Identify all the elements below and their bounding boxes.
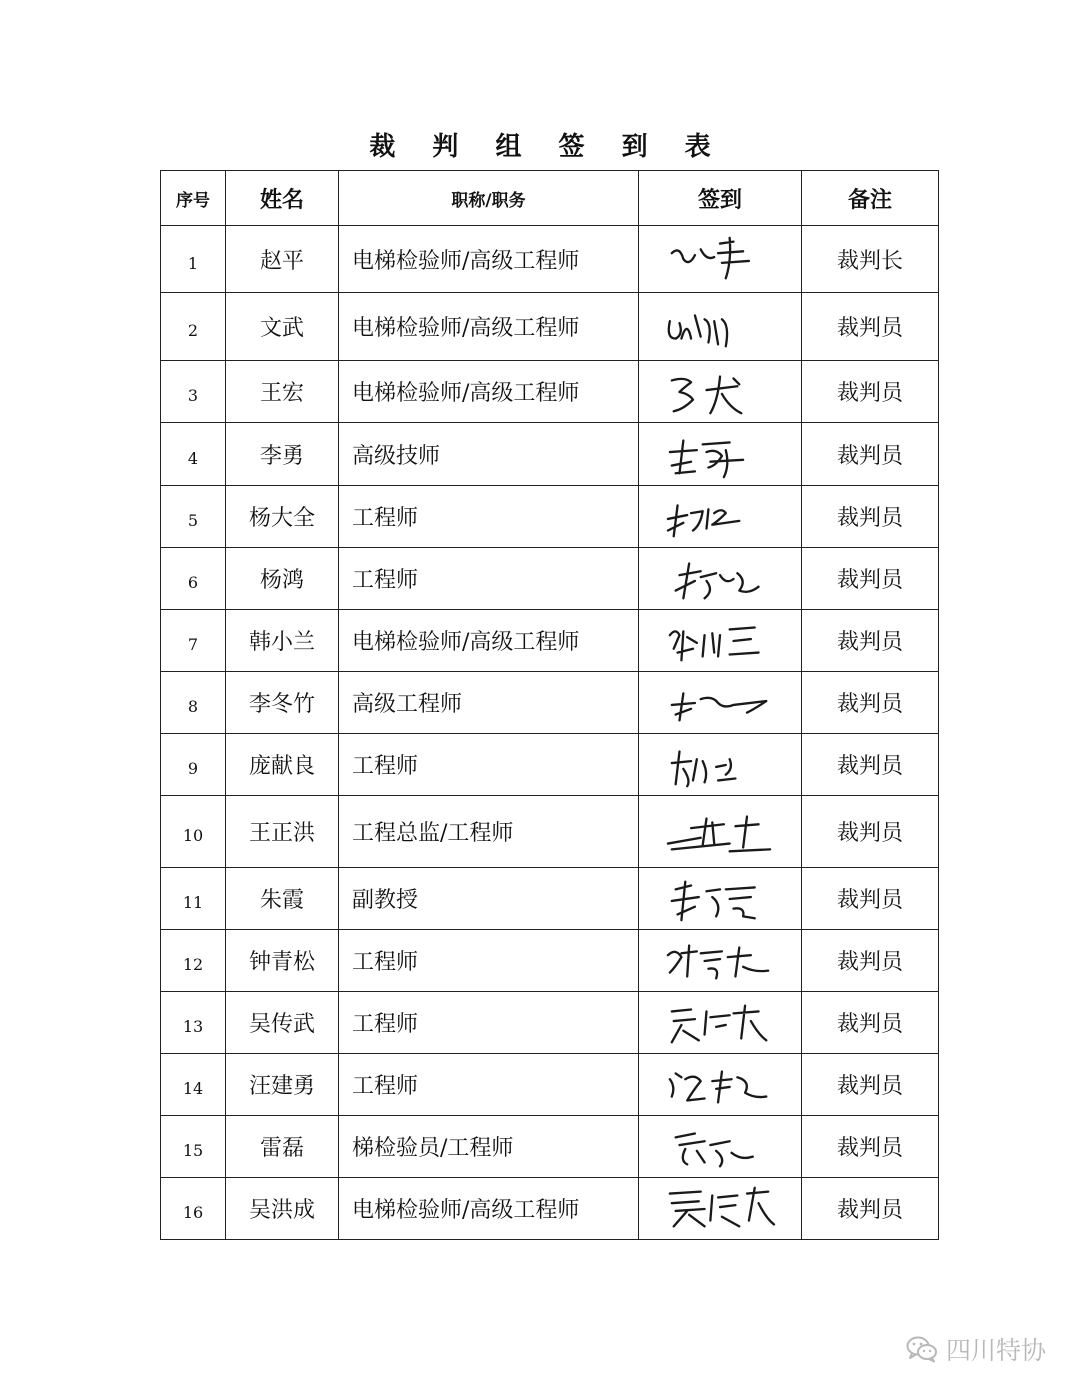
row-signature — [639, 868, 802, 930]
table-row — [161, 930, 939, 992]
row-seq: 5 — [161, 486, 226, 548]
row-name: 李勇 — [226, 423, 339, 486]
row-seq: 16 — [161, 1178, 226, 1240]
row-signature — [639, 672, 802, 734]
table-row — [161, 1116, 939, 1178]
header-note: 备注 — [802, 171, 939, 226]
handwritten-signature — [650, 934, 790, 988]
row-name: 王正洪 — [226, 796, 339, 868]
row-note: 裁判员 — [802, 868, 939, 930]
row-name: 雷磊 — [226, 1116, 339, 1178]
row-name: 吴洪成 — [226, 1178, 339, 1240]
row-position: 高级工程师 — [339, 672, 639, 734]
row-name: 王宏 — [226, 361, 339, 423]
row-position: 电梯检验师/高级工程师 — [339, 610, 639, 672]
row-name: 文武 — [226, 293, 339, 361]
handwritten-signature — [650, 232, 790, 286]
row-seq: 8 — [161, 672, 226, 734]
row-note: 裁判员 — [802, 672, 939, 734]
header-name: 姓名 — [226, 171, 339, 226]
row-signature — [639, 930, 802, 992]
row-name: 钟青松 — [226, 930, 339, 992]
row-name: 杨大全 — [226, 486, 339, 548]
watermark-text: 四川特协 — [945, 1336, 1046, 1365]
row-signature — [639, 548, 802, 610]
handwritten-signature — [650, 805, 790, 859]
row-seq: 14 — [161, 1054, 226, 1116]
row-note: 裁判员 — [802, 1054, 939, 1116]
table-row — [161, 610, 939, 672]
row-position: 工程师 — [339, 548, 639, 610]
header-position: 职称/职务 — [339, 171, 639, 226]
watermark — [906, 1331, 1046, 1367]
row-note: 裁判员 — [802, 293, 939, 361]
row-note: 裁判长 — [802, 226, 939, 293]
row-name: 汪建勇 — [226, 1054, 339, 1116]
row-position: 工程师 — [339, 734, 639, 796]
row-seq: 4 — [161, 423, 226, 486]
row-signature — [639, 610, 802, 672]
row-position: 工程师 — [339, 1054, 639, 1116]
row-seq: 9 — [161, 734, 226, 796]
table-header-row — [161, 171, 939, 226]
row-signature — [639, 992, 802, 1054]
row-signature — [639, 1116, 802, 1178]
table-row — [161, 486, 939, 548]
row-name: 杨鸿 — [226, 548, 339, 610]
row-note: 裁判员 — [802, 734, 939, 796]
row-seq: 3 — [161, 361, 226, 423]
row-note: 裁判员 — [802, 796, 939, 868]
row-position: 高级技师 — [339, 423, 639, 486]
row-signature — [639, 226, 802, 293]
row-seq: 1 — [161, 226, 226, 293]
row-note: 裁判员 — [802, 1178, 939, 1240]
handwritten-signature — [650, 676, 790, 730]
sign-in-table — [160, 170, 939, 1240]
handwritten-signature — [650, 996, 790, 1050]
row-signature — [639, 1178, 802, 1240]
row-signature — [639, 293, 802, 361]
handwritten-signature — [650, 872, 790, 926]
header-seq: 序号 — [161, 171, 226, 226]
row-signature — [639, 361, 802, 423]
row-note: 裁判员 — [802, 486, 939, 548]
row-note: 裁判员 — [802, 361, 939, 423]
handwritten-signature — [650, 365, 790, 419]
handwritten-signature — [650, 552, 790, 606]
table-row — [161, 226, 939, 293]
row-note: 裁判员 — [802, 1116, 939, 1178]
row-position: 电梯检验师/高级工程师 — [339, 1178, 639, 1240]
document-title: 裁 判 组 签 到 表 — [369, 132, 725, 162]
row-signature — [639, 796, 802, 868]
handwritten-signature — [650, 1120, 790, 1174]
row-position: 工程师 — [339, 486, 639, 548]
row-seq: 6 — [161, 548, 226, 610]
row-name: 朱霞 — [226, 868, 339, 930]
row-position: 工程师 — [339, 930, 639, 992]
table-row — [161, 548, 939, 610]
table-row — [161, 672, 939, 734]
header-sign: 签到 — [639, 171, 802, 226]
row-seq: 12 — [161, 930, 226, 992]
row-note: 裁判员 — [802, 930, 939, 992]
handwritten-signature — [650, 1182, 790, 1236]
table-row — [161, 1054, 939, 1116]
handwritten-signature — [650, 738, 790, 792]
row-position: 电梯检验师/高级工程师 — [339, 293, 639, 361]
table-row — [161, 992, 939, 1054]
row-note: 裁判员 — [802, 992, 939, 1054]
handwritten-signature — [650, 490, 790, 544]
row-name: 吴传武 — [226, 992, 339, 1054]
row-seq: 10 — [161, 796, 226, 868]
row-position: 电梯检验师/高级工程师 — [339, 361, 639, 423]
row-name: 韩小兰 — [226, 610, 339, 672]
row-note: 裁判员 — [802, 610, 939, 672]
row-position: 电梯检验师/高级工程师 — [339, 226, 639, 293]
table-row — [161, 734, 939, 796]
row-signature — [639, 1054, 802, 1116]
handwritten-signature — [650, 614, 790, 668]
row-name: 李冬竹 — [226, 672, 339, 734]
row-position: 副教授 — [339, 868, 639, 930]
table-row — [161, 1178, 939, 1240]
row-position: 梯检验员/工程师 — [339, 1116, 639, 1178]
row-seq: 7 — [161, 610, 226, 672]
handwritten-signature — [650, 300, 790, 354]
table-row — [161, 796, 939, 868]
row-seq: 15 — [161, 1116, 226, 1178]
row-name: 赵平 — [226, 226, 339, 293]
row-position: 工程总监/工程师 — [339, 796, 639, 868]
row-note: 裁判员 — [802, 548, 939, 610]
row-signature — [639, 734, 802, 796]
table-row — [161, 361, 939, 423]
row-signature — [639, 486, 802, 548]
row-seq: 2 — [161, 293, 226, 361]
wechat-icon — [906, 1335, 938, 1363]
handwritten-signature — [650, 427, 790, 481]
table-row — [161, 868, 939, 930]
row-note: 裁判员 — [802, 423, 939, 486]
row-signature — [639, 423, 802, 486]
row-name: 庞献良 — [226, 734, 339, 796]
table-row — [161, 293, 939, 361]
table-row — [161, 423, 939, 486]
handwritten-signature — [650, 1058, 790, 1112]
row-seq: 11 — [161, 868, 226, 930]
row-position: 工程师 — [339, 992, 639, 1054]
row-seq: 13 — [161, 992, 226, 1054]
